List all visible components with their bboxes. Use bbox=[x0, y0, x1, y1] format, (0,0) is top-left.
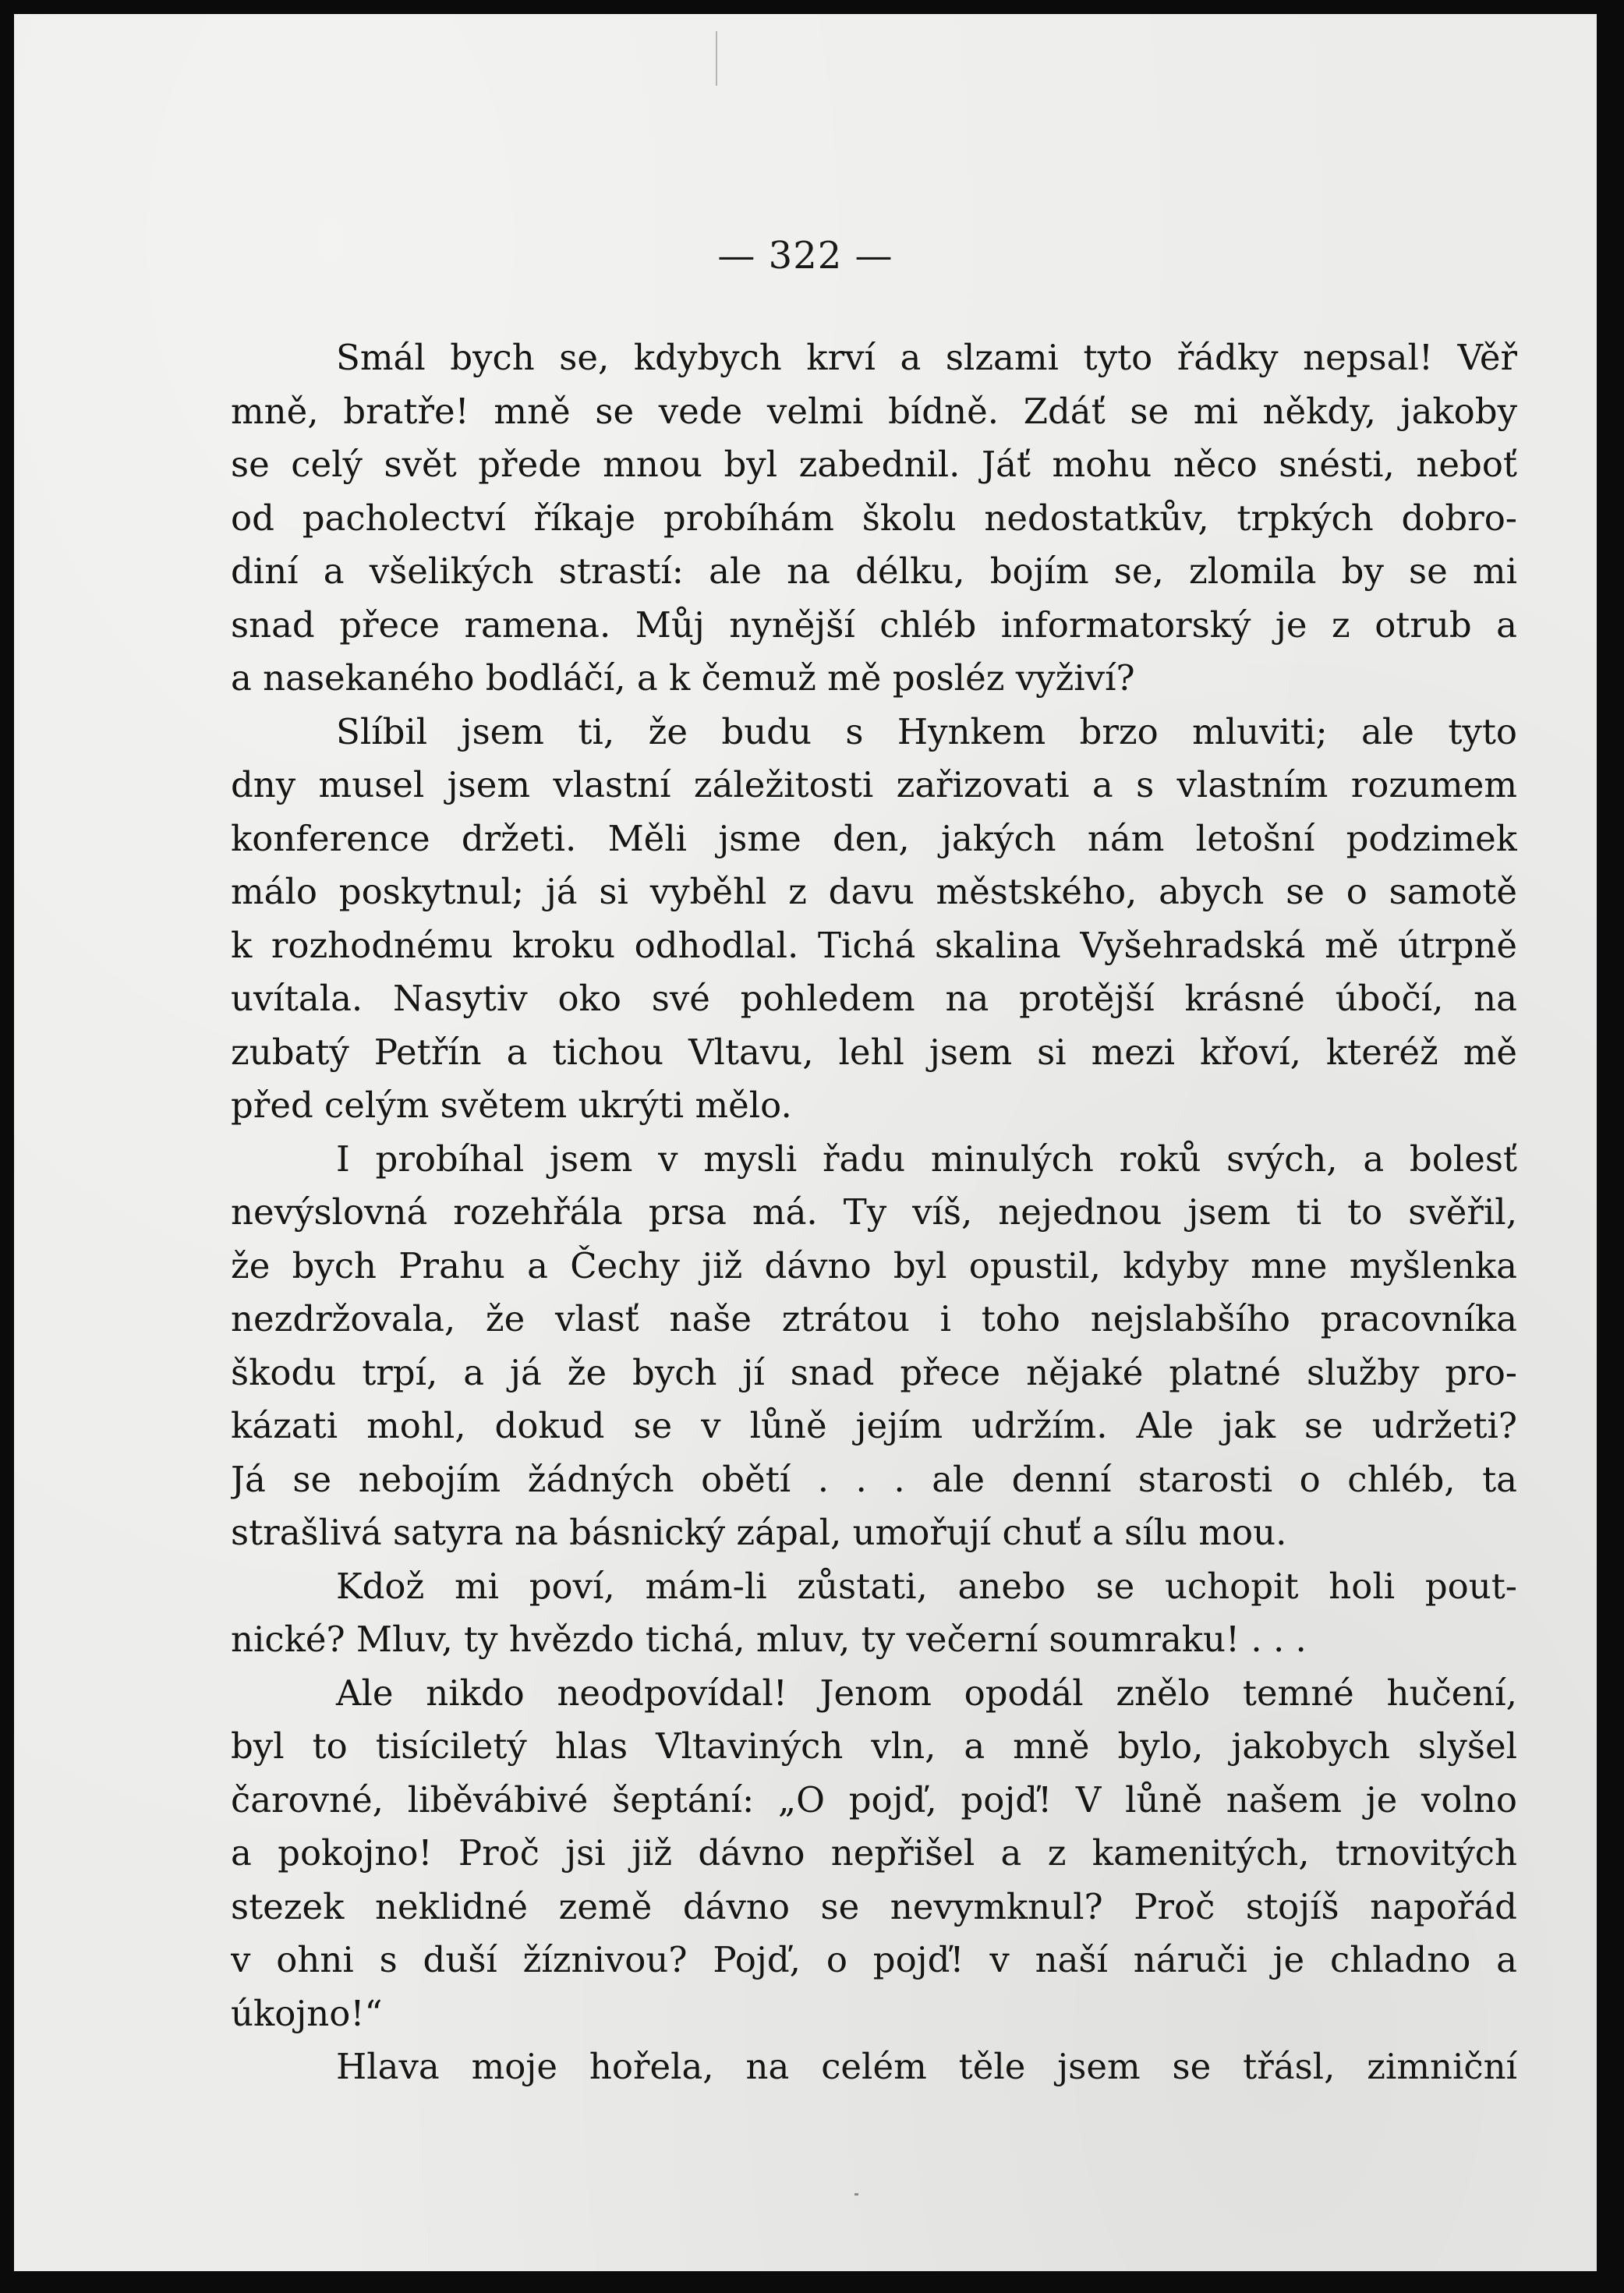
text-line: nezdržovala, že vlasť naše ztrátou i toho nejslabšího pracovníka bbox=[231, 1298, 1517, 1339]
text-line: dny musel jsem vlastní záležitosti zařizovati a s vlastním rozumem bbox=[231, 764, 1517, 805]
text-line: od pacholectví říkaje probíhám školu nedostatkův, trpkých dobro- bbox=[231, 497, 1517, 539]
text-line: Slíbil jsem ti, že budu s Hynkem brzo mluviti; ale tyto bbox=[336, 710, 1517, 752]
text-line: Smál bych se, kdybych krví a slzami tyto řádky nepsal! Věř bbox=[336, 337, 1517, 378]
text-line: a pokojno! Proč jsi již dávno nepřišel a z kamenitých, trnovitých bbox=[231, 1832, 1517, 1874]
text-line: byl to tisíciletý hlas Vltaviných vln, a mně bylo, jakobych slyšel bbox=[231, 1725, 1517, 1767]
text-line: a nasekaného bodláčí, a k čemuž mě posléz vyživí? bbox=[231, 657, 1135, 699]
text-line: Ale nikdo neodpovídal! Jenom opodál znělo temné hučení, bbox=[336, 1672, 1517, 1714]
text-line: nevýslovná rozehřála prsa má. Ty víš, nejednou jsem ti to svěřil, bbox=[231, 1191, 1517, 1233]
text-line: málo poskytnul; já si vyběhl z davu městského, abych se o samotě bbox=[231, 871, 1517, 912]
text-line: uvítala. Nasytiv oko své pohledem na protější krásné úbočí, na bbox=[231, 978, 1517, 1019]
text-line: diní a všelikých strastí: ale na délku, bojím se, zlomila by se mi bbox=[231, 550, 1517, 592]
text-line: v ohni s duší žíznivou? Pojď, o pojď! v naší náruči je chladno a bbox=[231, 1939, 1517, 1980]
text-line: škodu trpí, a já že bych jí snad přece nějaké platné služby pro- bbox=[231, 1351, 1517, 1393]
page-number: — 322 — bbox=[717, 234, 893, 278]
text-line: se celý svět přede mnou byl zabednil. Jáť mohu něco snésti, neboť bbox=[231, 444, 1517, 485]
text-line: Já se nebojím žádných obětí . . . ale denní starosti o chléb, ta bbox=[231, 1458, 1517, 1500]
text-line: před celým světem ukrýti mělo. bbox=[231, 1085, 792, 1126]
text-line: Kdož mi poví, mám-li zůstati, anebo se uchopit holi pout- bbox=[336, 1565, 1517, 1607]
text-line: čarovné, liběvábivé šeptání: „O pojď, pojď! V lůně našem je volno bbox=[231, 1778, 1517, 1821]
scan-line bbox=[716, 31, 717, 86]
text-line: k rozhodnému kroku odhodlal. Tichá skalina Vyšehradská mě útrpně bbox=[231, 924, 1517, 966]
scan-speck bbox=[854, 2193, 858, 2196]
text-line: mně, bratře! mně se vede velmi bídně. Zdáť se mi někdy, jakoby bbox=[231, 390, 1517, 432]
text-line: že bych Prahu a Čechy již dávno byl opustil, kdyby mne myšlenka bbox=[231, 1244, 1517, 1286]
text-line: snad přece ramena. Můj nynější chléb informatorský je z otrub a bbox=[231, 603, 1517, 646]
body-text bbox=[231, 331, 1517, 2094]
text-line: Hlava moje hořela, na celém těle jsem se třásl, zimniční bbox=[336, 2046, 1517, 2087]
text-line: nické? Mluv, ty hvězdo tichá, mluv, ty večerní soumraku! . . . bbox=[231, 1619, 1307, 1660]
text-line: I probíhal jsem v mysli řadu minulých roků svých, a bolesť bbox=[336, 1138, 1517, 1180]
book-page bbox=[14, 14, 1597, 2271]
text-line: konference držeti. Měli jsme den, jakých nám letošní podzimek bbox=[231, 817, 1517, 859]
text-line: strašlivá satyra na básnický zápal, umořují chuť a sílu mou. bbox=[231, 1512, 1287, 1553]
text-line: úkojno!“ bbox=[231, 1992, 383, 2034]
text-line: zubatý Petřín a tichou Vltavu, lehl jsem si mezi křoví, kteréž mě bbox=[231, 1031, 1517, 1073]
text-line: stezek neklidné země dávno se nevymknul? Proč stojíš napořád bbox=[231, 1885, 1517, 1927]
text-line: kázati mohl, dokud se v lůně jejím udržím. Ale jak se udržeti? bbox=[231, 1405, 1517, 1446]
